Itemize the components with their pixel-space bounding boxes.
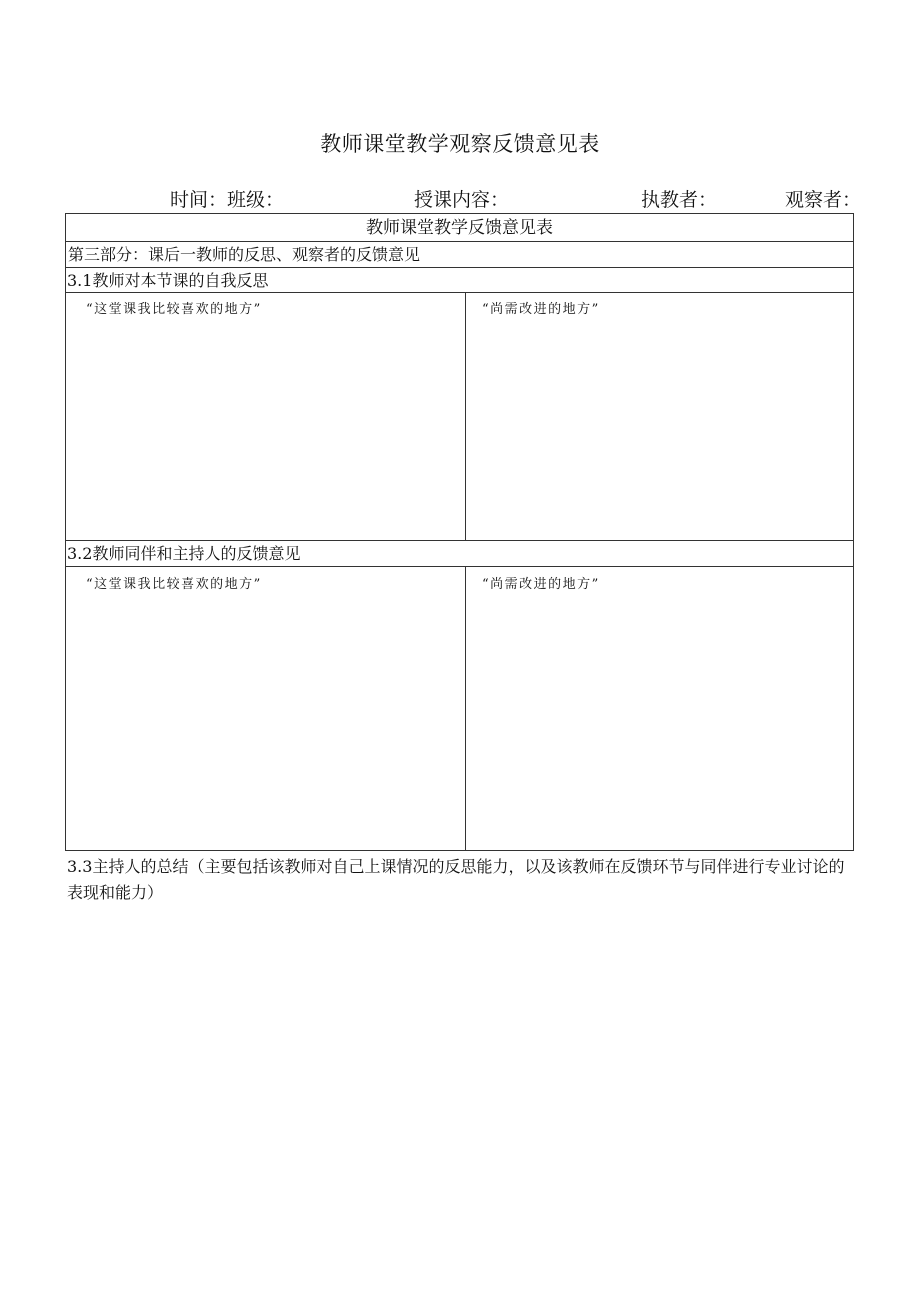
feedback-table [65,213,854,851]
meta-teacher: 执教者： [641,189,718,211]
table-header: 教师课堂教学反馈意见表 [66,214,853,242]
section-2-label: 3.2教师同伴和主持人的反馈意见 [66,541,853,567]
section-2-improve-prompt: “尚需改进的地方” [482,577,600,592]
meta-observer: 观察者： [785,189,862,211]
summary-text: 3.3主持人的总结（主要包括该教师对自己上课情况的反思能力，以及该教师在反馈环节与同伴进行专业讨论的表现和能力） [67,857,845,902]
section-1-body [66,293,853,541]
meta-content: 授课内容： [414,189,510,211]
document-title: 教师课堂教学观察反馈意见表 [320,132,600,156]
meta-time-class: 时间：班级： [170,189,285,211]
section-1-label: 3.1教师对本节课的自我反思 [66,268,853,293]
section-2-body [66,567,853,850]
part-label: 第三部分：课后一教师的反思、观察者的反馈意见 [66,242,853,268]
section-2-liked-prompt: “这堂课我比较喜欢的地方” [86,577,262,592]
section-1-liked-prompt: “这堂课我比较喜欢的地方” [86,302,262,317]
divider [465,293,466,540]
divider [465,567,466,850]
section-1-improve-prompt: “尚需改进的地方” [482,302,600,317]
